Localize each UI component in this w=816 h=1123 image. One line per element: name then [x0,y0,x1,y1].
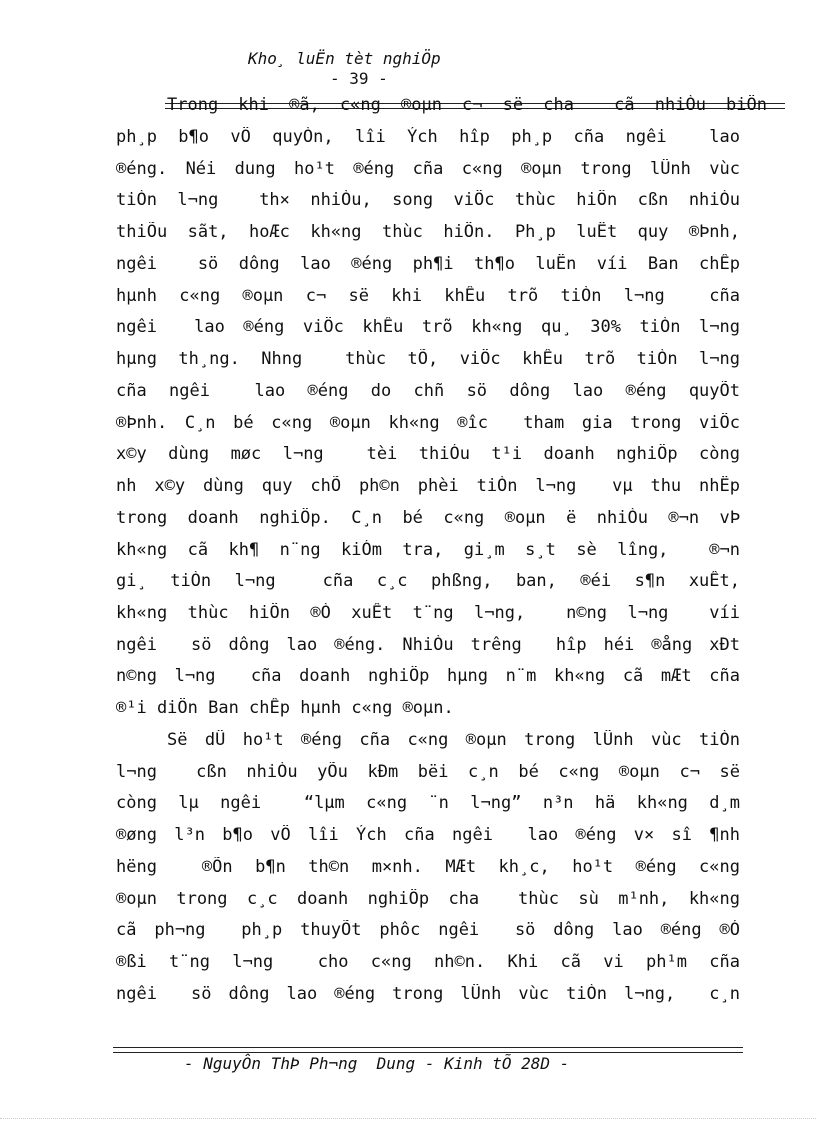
document-header-title: Kho¸ luËn tèt nghiÖp [248,49,441,68]
page-bottom-dotted-edge [0,1118,816,1121]
footer-author: - NguyÔn ThÞ Ph¬ng Dung - Kinh tÕ 28D - [184,1054,570,1073]
footer-double-rule [113,1047,743,1053]
paragraph-line: còng lµ ngêi “lµm c«ng ¨n l¬ng” n³n hä kh«ng d¸m [116,793,740,813]
paragraph-line: ngêi lao ®éng viÖc khÊu trõ kh«ng qu¸ 30% tiÒn l¬ng [116,317,740,337]
paragraph-line: l¬ng cßn nhiÒu yÕu kÐm bëi c¸n bé c«ng ®oµn c¬ së [116,762,740,782]
paragraph-line: ®øng l³n b¶o vÖ lîi Ých cña ngêi lao ®éng v× sî ¶nh [116,825,740,845]
paragraph-1-line-1: Trong khi ®ã, c«ng ®oµn c¬ së cha cã nhiÒu biÖn [167,95,767,115]
paragraph-line: ph¸p b¶o vÖ quyÒn, lîi Ých hîp ph¸p cña ngêi lao [116,127,740,147]
paragraph-line: hëng ®Õn b¶n th©n m×nh. MÆt kh¸c, ho¹t ®éng c«ng [116,857,740,877]
paragraph-line: thiÕu sãt, hoÆc kh«ng thùc hiÖn. Ph¸p luËt quy ®Þnh, [116,222,740,242]
paragraph-line-last: ®¹i diÖn Ban chÊp hµnh c«ng ®oµn. [116,698,454,718]
paragraph-line: cã ph¬ng ph¸p thuyÕt phôc ngêi sö dông lao ®éng ®Ó [116,920,740,940]
paragraph-line: ngêi sö dông lao ®éng ph¶i th¶o luËn víi Ban chÊp [116,254,740,274]
paragraph-line: ®éng. Néi dung ho¹t ®éng cña c«ng ®oµn trong lÜnh vùc [116,159,740,179]
paragraph-line: ®oµn trong c¸c doanh nghiÖp cha thùc sù m¹nh, kh«ng [116,889,740,909]
paragraph-line: ®Þnh. C¸n bé c«ng ®oµn kh«ng ®îc tham gia trong viÖc [116,413,740,433]
paragraph-line: ngêi sö dông lao ®éng. NhiÒu trêng hîp héi ®ång xÐt [116,635,740,655]
paragraph-line: hµnh c«ng ®oµn c¬ së khi khÊu trõ tiÒn l¬ng cña [116,286,740,306]
paragraph-line: n©ng l¬ng cña doanh nghiÖp hµng n¨m kh«ng cã mÆt cña [116,666,740,686]
paragraph-line: hµng th¸ng. Nhng thùc tÕ, viÖc khÊu trõ tiÒn l¬ng [116,349,740,369]
paragraph-line: ®ßi t¨ng l¬ng cho c«ng nh©n. Khi cã vi ph¹m cña [116,952,740,972]
paragraph-line: kh«ng thùc hiÖn ®Ò xuÊt t¨ng l¬ng, n©ng l¬ng víi [116,603,740,623]
paragraph-line: nh x©y dùng quy chÕ ph©n phèi tiÒn l¬ng vµ thu nhËp [116,476,740,496]
paragraph-line: trong doanh nghiÖp. C¸n bé c«ng ®oµn ë nhiÒu ®¬n vÞ [116,508,740,528]
paragraph-line: ngêi sö dông lao ®éng trong lÜnh vùc tiÒn l¬ng, c¸n [116,984,740,1004]
paragraph-line: tiÒn l¬ng th× nhiÒu, song viÖc thùc hiÖn cßn nhiÒu [116,190,740,210]
paragraph-line: x©y dùng møc l¬ng tèi thiÓu t¹i doanh nghiÖp còng [116,444,740,464]
paragraph-line: kh«ng cã kh¶ n¨ng kiÓm tra, gi¸m s¸t sè lîng, ®¬n [116,540,740,560]
page-number: - 39 - [330,69,388,88]
paragraph-line: cña ngêi lao ®éng do chñ sö dông lao ®éng quyÕt [116,381,740,401]
paragraph-line: gi¸ tiÒn l¬ng cña c¸c phßng, ban, ®éi s¶n xuÊt, [116,571,740,591]
paragraph-2-line-1: Së dÜ ho¹t ®éng cña c«ng ®oµn trong lÜnh vùc tiÒn [167,730,740,750]
